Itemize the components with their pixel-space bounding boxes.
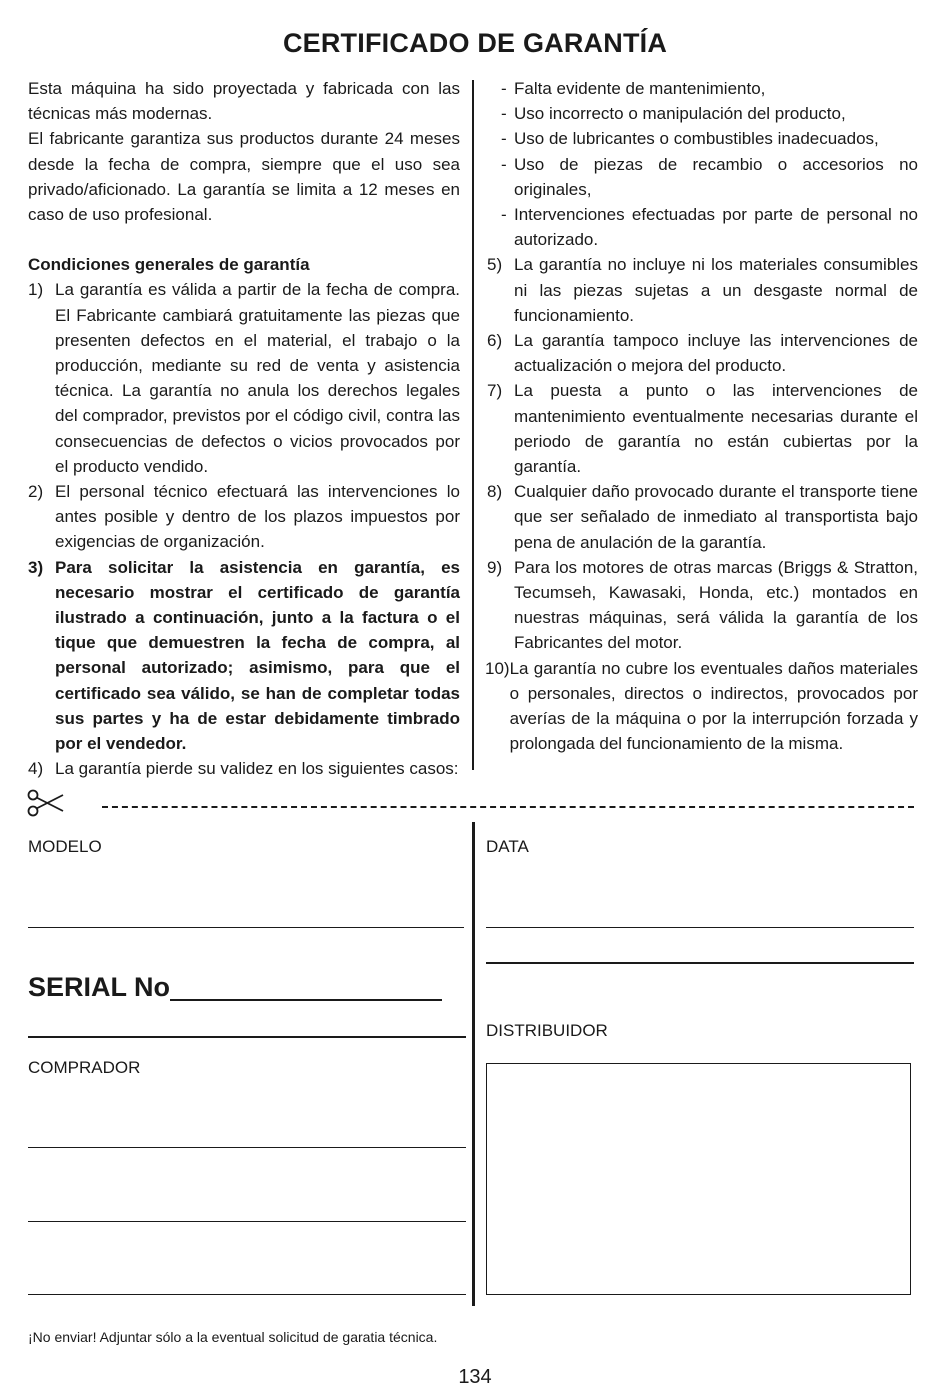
page-title: CERTIFICADO DE GARANTÍA bbox=[282, 28, 668, 58]
data-label: DATA bbox=[486, 837, 529, 856]
item-number: 2) bbox=[28, 482, 44, 502]
item-number: 7) bbox=[487, 381, 503, 401]
conditions-heading: Condiciones generales de garantía bbox=[28, 255, 310, 275]
item-text: La garantía pierde su validez en los siguientes casos: bbox=[55, 759, 459, 779]
item-text: La puesta a punto o las intervenciones de mantenimiento eventualmente necesarias durante el periodo de garantía no están cubiertas por la garantía. bbox=[514, 381, 918, 477]
condition-item-7 bbox=[487, 378, 918, 479]
comprador-field-line-3[interactable] bbox=[28, 1294, 466, 1295]
item-number: 10) bbox=[485, 658, 510, 678]
item-number: 1) bbox=[28, 280, 44, 300]
comprador-label: COMPRADOR bbox=[28, 1058, 141, 1077]
modelo-field-line[interactable] bbox=[28, 927, 464, 928]
footnote: ¡No enviar! Adjuntar sólo a la eventual solicitud de garatia técnica. bbox=[28, 1329, 438, 1345]
column-divider bbox=[472, 80, 474, 770]
scissors-icon bbox=[27, 789, 65, 817]
condition-item-3 bbox=[28, 555, 460, 757]
case-item: - Uso incorrecto o manipulación del producto, bbox=[501, 104, 846, 124]
condition-item-10 bbox=[485, 656, 918, 757]
serial-field-line-2[interactable] bbox=[28, 1036, 466, 1038]
item-number: 6) bbox=[487, 331, 503, 351]
distribuidor-label: DISTRIBUIDOR bbox=[486, 1021, 608, 1040]
intro-paragraph-2: El fabricante garantiza sus productos durante 24 meses desde la fecha de compra, siempre que el uso sea privado/aficionado. La garantía se limita a 12 meses en caso de uso profesional. bbox=[28, 129, 460, 225]
right-column bbox=[487, 76, 918, 756]
page-number: 134 bbox=[458, 1366, 492, 1388]
item-text: Para los motores de otras marcas (Briggs & Stratton, Tecumseh, Kawasaki, Honda, etc.) montados en nuestras máquinas, será válida la garantía de los Fabricantes del motor. bbox=[514, 557, 918, 653]
item-text: Cualquier daño provocado durante el transporte tiene que ser señalado de inmediato al transportista bajo pena de anulación de la garantía. bbox=[514, 482, 918, 552]
item-number: 8) bbox=[487, 482, 503, 502]
intro-paragraph-1: Esta máquina ha sido proyectada y fabricada con las técnicas más modernas. bbox=[28, 79, 460, 124]
comprador-field-line-1[interactable] bbox=[28, 1147, 466, 1148]
data-field-line-2[interactable] bbox=[486, 962, 914, 964]
item-number: 9) bbox=[487, 557, 503, 577]
item-text: El personal técnico efectuará las intervenciones lo antes posible y dentro de los plazos impuestos por exigencias de organización. bbox=[55, 482, 460, 552]
condition-item-5 bbox=[487, 252, 918, 328]
serial-field-line[interactable] bbox=[170, 999, 442, 1001]
distribuidor-stamp-box[interactable] bbox=[486, 1063, 911, 1295]
serial-label: SERIAL No bbox=[28, 972, 171, 1002]
coupon-divider bbox=[472, 822, 475, 1306]
condition-item-2 bbox=[28, 479, 460, 555]
modelo-label: MODELO bbox=[28, 837, 102, 856]
case-item: - Uso de piezas de recambio o accesorios no originales, bbox=[501, 154, 918, 199]
comprador-field-line-2[interactable] bbox=[28, 1221, 466, 1222]
item-text: La garantía tampoco incluye las intervenciones de actualización o mejora del producto. bbox=[514, 331, 918, 376]
left-column bbox=[28, 76, 460, 781]
item-number: 4) bbox=[28, 759, 44, 779]
item-text: La garantía es válida a partir de la fecha de compra. El Fabricante cambiará gratuitamente las piezas que presenten defectos en el material, el trabajo o la producción, mediante su red de venta y asistencia técnica. La garantía no anula los derechos legales del comprador, previstos por el código civil, contra las consecuencias de defectos o vicios provocados por el producto vendido. bbox=[55, 280, 460, 476]
condition-item-9 bbox=[487, 555, 918, 656]
item-text: Para solicitar la asistencia en garantía, es necesario mostrar el certificado de garantía ilustrado a continuación, junto a la factura o el tique que demuestren la fecha de compra, al personal autorizado; asimismo, para que el certificado sea válido, se han de completar todas sus partes y ha de estar debidamente timbrado por el vendedor. bbox=[55, 557, 460, 754]
condition-item-4 bbox=[28, 756, 460, 781]
cut-line bbox=[102, 806, 914, 808]
case-item: - Intervenciones efectuadas por parte de personal no autorizado. bbox=[501, 205, 918, 250]
case-item: - Falta evidente de mantenimiento, bbox=[501, 79, 766, 98]
item-number: 5) bbox=[487, 255, 503, 275]
item-number: 3) bbox=[28, 557, 44, 577]
item-text: La garantía no cubre los eventuales daños materiales o personales, directos o indirectos, provocados por averías de la máquina o por la interrupción forzada y prolongada del funcionamiento de la misma. bbox=[509, 658, 918, 754]
condition-item-6 bbox=[487, 328, 918, 378]
condition-item-8 bbox=[487, 479, 918, 555]
case-item: - Uso de lubricantes o combustibles inadecuados, bbox=[501, 129, 879, 149]
data-field-line[interactable] bbox=[486, 927, 914, 928]
condition-item-1 bbox=[28, 277, 460, 479]
item-text: La garantía no incluye ni los materiales consumibles ni las piezas sujetas a un desgaste normal de funcionamiento. bbox=[514, 255, 918, 325]
